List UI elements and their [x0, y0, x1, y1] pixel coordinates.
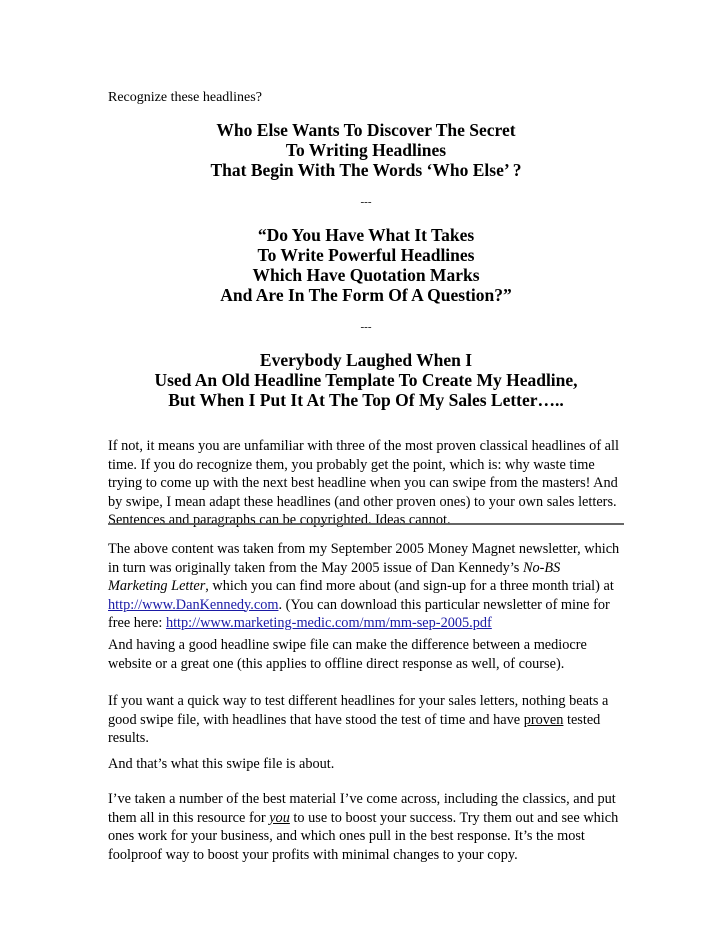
text-span: free here: [108, 615, 166, 631]
text-span: them all in this resource for [108, 809, 270, 826]
proven-emphasis: proven [523, 711, 564, 728]
paragraph-line: The above content was taken from my September 2005 Money Magnet newsletter, which [108, 541, 620, 557]
headline-1-line: That Begin With The Words ‘Who Else’ ? [210, 160, 522, 180]
dankennedy-link[interactable]: http://www.DanKennedy.com [108, 596, 279, 613]
paragraph-line [108, 614, 626, 633]
headline-3-line: But When I Put It At The Top Of My Sales Letter….. [168, 390, 564, 410]
paragraph-source [108, 540, 626, 633]
text-span: tested [563, 711, 601, 728]
paragraph-line: website or a great one (this applies to offline direct response as well, of course). [108, 655, 565, 672]
paragraph-about: And that’s what this swipe file is about. [108, 756, 335, 772]
headline-3 [108, 350, 624, 410]
you-emphasis: you [269, 809, 290, 826]
paragraph-line: by swipe, I mean adapt these headlines (and other proven ones) to your own sales letters. [108, 493, 617, 510]
text-span: , which you can find more about (and sign-up for a three month trial) at [205, 578, 614, 594]
text-span: good swipe file, with headlines that have stood the test of time and have [108, 711, 524, 728]
newsletter-title: Marketing Letter [108, 578, 206, 594]
paragraph-line: trying to come up with the next best headline when you can swipe from the masters! And [108, 475, 618, 491]
paragraph-line [108, 711, 626, 730]
separator: --- [360, 321, 372, 333]
divider-line [108, 523, 624, 525]
newsletter-title: No-BS [522, 559, 561, 576]
text-span: in turn was originally taken from the May 2005 issue of Dan Kennedy’s [108, 559, 523, 576]
headline-3-line: Everybody Laughed When I [259, 350, 473, 370]
headline-1-line: Who Else Wants To Discover The Secret [216, 120, 516, 140]
separator: --- [360, 196, 372, 208]
paragraph-resource [108, 790, 626, 864]
text-span: . (You can download this particular newsletter of mine for [278, 596, 610, 613]
headline-1-line: To Writing Headlines [285, 140, 447, 160]
paragraph-line [108, 559, 626, 578]
intro-text: Recognize these headlines? [108, 90, 262, 105]
paragraph-line [108, 596, 626, 615]
headline-2-line: And Are In The Form Of A Question?” [220, 285, 512, 305]
paragraph-line: Sentences and paragraphs can be copyrighted. Ideas cannot. [108, 512, 451, 528]
paragraph-line: results. [108, 730, 149, 746]
paragraph-line: I’ve taken a number of the best material I’ve come across, including the classics, and put [108, 791, 616, 807]
newsletter-pdf-link[interactable]: http://www.marketing-medic.com/mm/mm-sep-2005.pdf [165, 615, 492, 631]
headline-2-line: Which Have Quotation Marks [252, 265, 480, 285]
paragraph-line: And having a good headline swipe file can make the difference between a mediocre [108, 637, 587, 653]
paragraph-line: foolproof way to boost your profits with minimal changes to your copy. [108, 846, 518, 863]
headline-2-line: To Write Powerful Headlines [257, 245, 475, 265]
paragraph-line [108, 809, 626, 828]
paragraph-test-headlines [108, 692, 626, 748]
paragraph-line: If not, it means you are unfamiliar with three of the most proven classical headlines of all [108, 438, 619, 454]
headline-3-line: Used An Old Headline Template To Create My Headline, [154, 370, 578, 390]
headline-2-line: “Do You Have What It Takes [257, 225, 475, 245]
text-span: to use to boost your success. Try them out and see which [289, 809, 619, 826]
paragraph-line: ones work for your business, and which ones pull in the best response. It’s the most [108, 828, 585, 844]
paragraph-line: time. If you do recognize them, you probably get the point, which is: why waste time [108, 456, 595, 473]
headline-1 [108, 120, 624, 180]
paragraph-intro [108, 437, 626, 530]
paragraph-swipe-file [108, 636, 626, 673]
headline-2 [108, 225, 624, 305]
paragraph-line: If you want a quick way to test different headlines for your sales letters, nothing beats a [108, 693, 609, 709]
paragraph-line [108, 577, 626, 596]
